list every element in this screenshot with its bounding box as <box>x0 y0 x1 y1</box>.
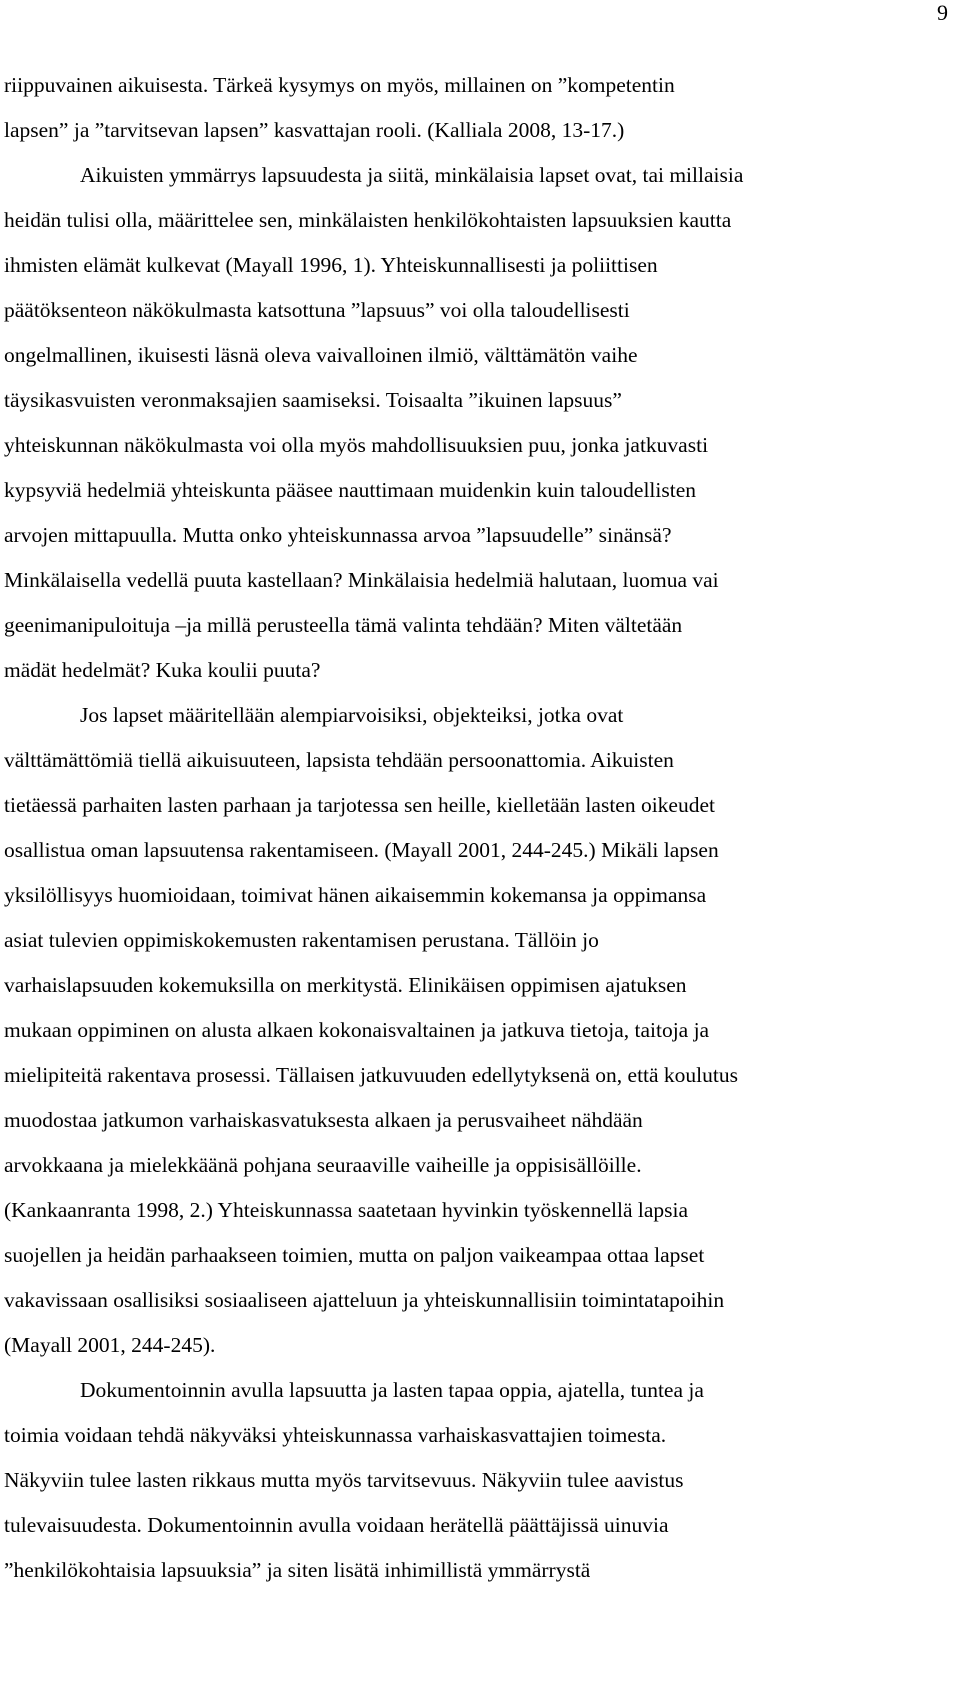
text-line: ihmisten elämät kulkevat (Mayall 1996, 1). Yhteiskunnallisesti ja poliittisen <box>4 253 658 277</box>
text-line: mielipiteitä rakentava prosessi. Tällaisen jatkuvuuden edellytyksenä on, että koulutus <box>4 1063 738 1087</box>
text-line: Näkyviin tulee lasten rikkaus mutta myös tarvitsevuus. Näkyviin tulee aavistus <box>4 1468 684 1492</box>
text-line: ongelmallinen, ikuisesti läsnä oleva vaivalloinen ilmiö, välttämätön vaihe <box>4 343 638 367</box>
text-line: (Mayall 2001, 244-245). <box>4 1333 216 1357</box>
text-line: arvojen mittapuulla. Mutta onko yhteiskunnassa arvoa ”lapsuudelle” sinänsä? <box>4 523 672 547</box>
text-line: asiat tulevien oppimiskokemusten rakentamisen perustana. Tällöin jo <box>4 928 599 952</box>
text-line: muodostaa jatkumon varhaiskasvatuksesta alkaen ja perusvaiheet nähdään <box>4 1108 643 1132</box>
text-line: tulevaisuudesta. Dokumentoinnin avulla voidaan herätellä päättäjissä uinuvia <box>4 1513 669 1537</box>
text-line: varhaislapsuuden kokemuksilla on merkitystä. Elinikäisen oppimisen ajatuksen <box>4 973 687 997</box>
text-line: (Kankaanranta 1998, 2.) Yhteiskunnassa saatetaan hyvinkin työskennellä lapsia <box>4 1198 689 1222</box>
text-line: päätöksenteon näkökulmasta katsottuna ”lapsuus” voi olla taloudellisesti <box>4 298 630 322</box>
text-line: geenimanipuloituja –ja millä perusteella tämä valinta tehdään? Miten vältetään <box>4 613 683 637</box>
text-line: mädät hedelmät? Kuka koulii puuta? <box>4 658 321 682</box>
text-line: välttämättömiä tiellä aikuisuuteen, lapsista tehdään persoonattomia. Aikuisten <box>4 748 674 772</box>
text-line: toimia voidaan tehdä näkyväksi yhteiskunnassa varhaiskasvattajien toimesta. <box>4 1423 667 1447</box>
text-line: kypsyviä hedelmiä yhteiskunta pääsee nauttimaan muidenkin kuin taloudellisten <box>4 478 697 502</box>
page-number: 9 <box>937 0 948 25</box>
text-line: Dokumentoinnin avulla lapsuutta ja lasten tapaa oppia, ajatella, tuntea ja <box>80 1378 704 1402</box>
text-line: Aikuisten ymmärrys lapsuudesta ja siitä, minkälaisia lapset ovat, tai millaisia <box>80 163 744 187</box>
text-line: riippuvainen aikuisesta. Tärkeä kysymys on myös, millainen on ”kompetentin <box>4 73 675 97</box>
text-line: suojellen ja heidän parhaakseen toimien, mutta on paljon vaikeampaa ottaa lapset <box>4 1243 705 1267</box>
text-line: tietäessä parhaiten lasten parhaan ja tarjotessa sen heille, kielletään lasten oikeudet <box>4 793 715 817</box>
text-line: osallistua oman lapsuutensa rakentamiseen. (Mayall 2001, 244-245.) Mikäli lapsen <box>4 838 719 862</box>
text-line: mukaan oppiminen on alusta alkaen kokonaisvaltainen ja jatkuva tietoja, taitoja ja <box>4 1018 710 1042</box>
text-line: arvokkaana ja mielekkäänä pohjana seuraaville vaiheille ja oppisisällöille. <box>4 1153 642 1177</box>
text-line: lapsen” ja ”tarvitsevan lapsen” kasvattajan rooli. (Kalliala 2008, 13-17.) <box>4 118 625 142</box>
text-line: Minkälaisella vedellä puuta kastellaan? Minkälaisia hedelmiä halutaan, luomua vai <box>4 568 719 592</box>
text-line: yksilöllisyys huomioidaan, toimivat hänen aikaisemmin kokemansa ja oppimansa <box>4 883 707 907</box>
text-line: heidän tulisi olla, määrittelee sen, minkälaisten henkilökohtaisten lapsuuksien kautta <box>4 208 732 232</box>
text-line: yhteiskunnan näkökulmasta voi olla myös mahdollisuuksien puu, jonka jatkuvasti <box>4 433 709 457</box>
text-line: ”henkilökohtaisia lapsuuksia” ja siten lisätä inhimillistä ymmärrystä <box>4 1558 591 1582</box>
text-line: vakavissaan osallisiksi sosiaaliseen ajatteluun ja yhteiskunnallisiin toimintatapoihin <box>4 1288 725 1312</box>
text-line: Jos lapset määritellään alempiarvoisiksi, objekteiksi, jotka ovat <box>80 703 624 727</box>
text-line: täysikasvuisten veronmaksajien saamiseksi. Toisaalta ”ikuinen lapsuus” <box>4 388 622 412</box>
